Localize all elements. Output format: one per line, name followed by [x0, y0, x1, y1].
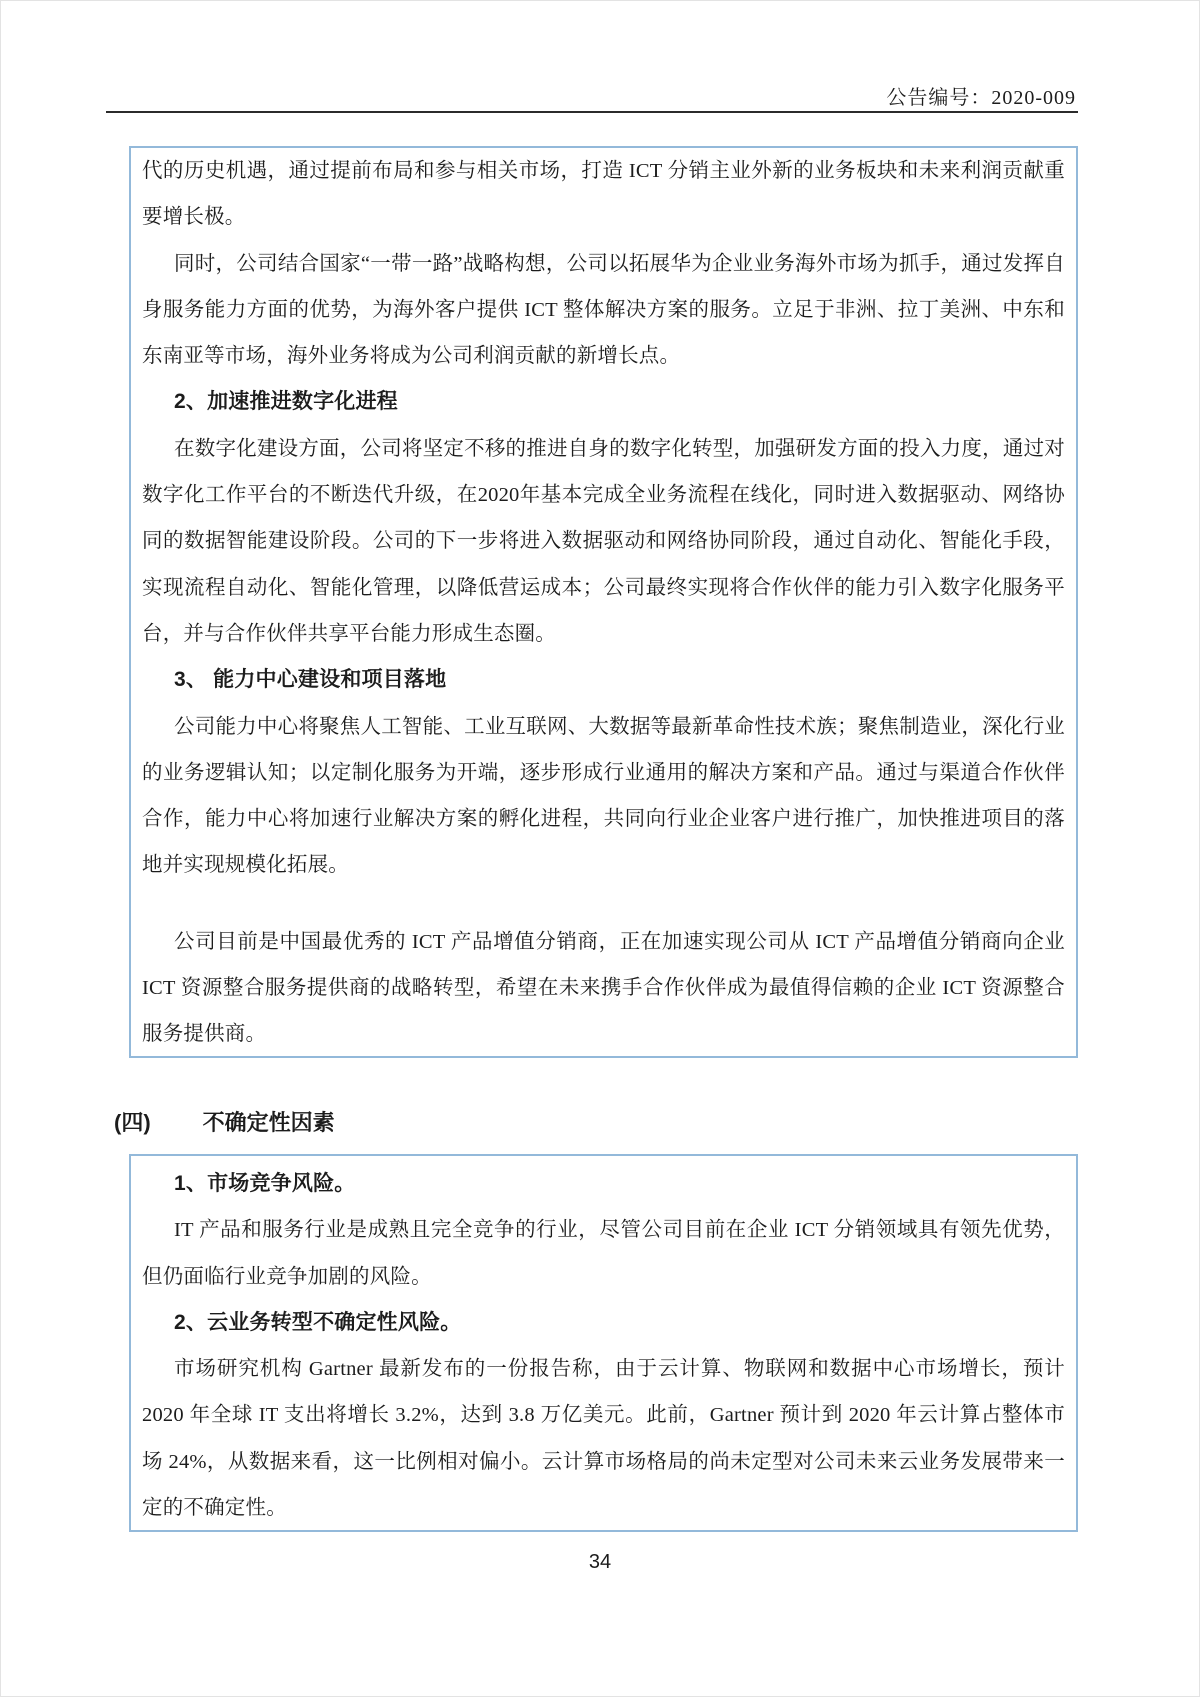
paragraph-cloud-transition-risk: 市场研究机构 Gartner 最新发布的一份报告称，由于云计算、物联网和数据中心市场增长，预计 2020 年全球 IT 支出将增长 3.2%，达到 3.8 万亿美元。此前，Gartner 预计到 2020 年云计算占整体市场 24%，从数据来看，这一比例相对偏小。云计算市场格局的尚未定型对公司未来云业务发展带来一定的不确定性。 [142, 1358, 1065, 1520]
heading-market-competition-risk: 1、市场竞争风险。 [174, 1172, 356, 1195]
section-title: 不确定性因素 [202, 1110, 335, 1135]
section-heading-uncertainty [114, 1106, 335, 1137]
content-box-strategy [129, 146, 1078, 1058]
paragraph-belt-and-road: 同时，公司结合国家“一带一路”战略构想，公司以拓展华为企业业务海外市场为抓手，通过发挥自身服务能力方面的优势，为海外客户提供 ICT 整体解决方案的服务。立足于非洲、拉丁美洲、中东和东南亚等市场，海外业务将成为公司利润贡献的新增长点。 [142, 252, 1065, 368]
paragraph-market-competition-risk: IT 产品和服务行业是成熟且完全竞争的行业，尽管公司目前在企业 ICT 分销领域具有领先优势，但仍面临行业竞争加剧的风险。 [142, 1219, 1065, 1288]
paragraph-capability-center: 公司能力中心将聚焦人工智能、工业互联网、大数据等最新革命性技术族；聚焦制造业，深化行业的业务逻辑认知；以定制化服务为开端，逐步形成行业通用的解决方案和产品。通过与渠道合作伙伴合作，能力中心将加速行业解决方案的孵化进程，共同向行业企业客户进行推广，加快推进项目的落地并实现规模化拓展。 [142, 715, 1065, 877]
page-number: 34 [588, 1551, 612, 1573]
announcement-number: 公告编号：2020-009 [886, 87, 1076, 109]
header-divider [106, 111, 1078, 113]
heading-cloud-transition-risk: 2、云业务转型不确定性风险。 [174, 1310, 462, 1334]
section-numbering: (四) [114, 1110, 151, 1135]
heading-capability-center: 3、 能力中心建设和项目落地 [174, 668, 447, 692]
paragraph-historic-opportunity: 代的历史机遇，通过提前布局和参与相关市场，打造 ICT 分销主业外新的业务板块和未来利润贡献重要增长极。 [142, 160, 1065, 229]
paragraph-ict-distributor-transition: 公司目前是中国最优秀的 ICT 产品增值分销商，正在加速实现公司从 ICT 产品增值分销商向企业 ICT 资源整合服务提供商的战略转型，希望在未来携手合作伙伴成为最值得信赖的企业 ICT 资源整合服务提供商。 [142, 930, 1065, 1046]
heading-digitalization: 2、加速推进数字化进程 [174, 390, 398, 414]
content-box-risks [129, 1154, 1078, 1532]
paragraph-digitalization: 在数字化建设方面，公司将坚定不移的推进自身的数字化转型，加强研发方面的投入力度，通过对数字化工作平台的不断迭代升级，在2020年基本完成全业务流程在线化，同时进入数据驱动、网络协同的数据智能建设阶段。公司的下一步将进入数据驱动和网络协同阶段，通过自动化、智能化手段，实现流程自动化、智能化管理，以降低营运成本；公司最终实现将合作伙伴的能力引入数字化服务平台，并与合作伙伴共享平台能力形成生态圈。 [142, 437, 1065, 645]
